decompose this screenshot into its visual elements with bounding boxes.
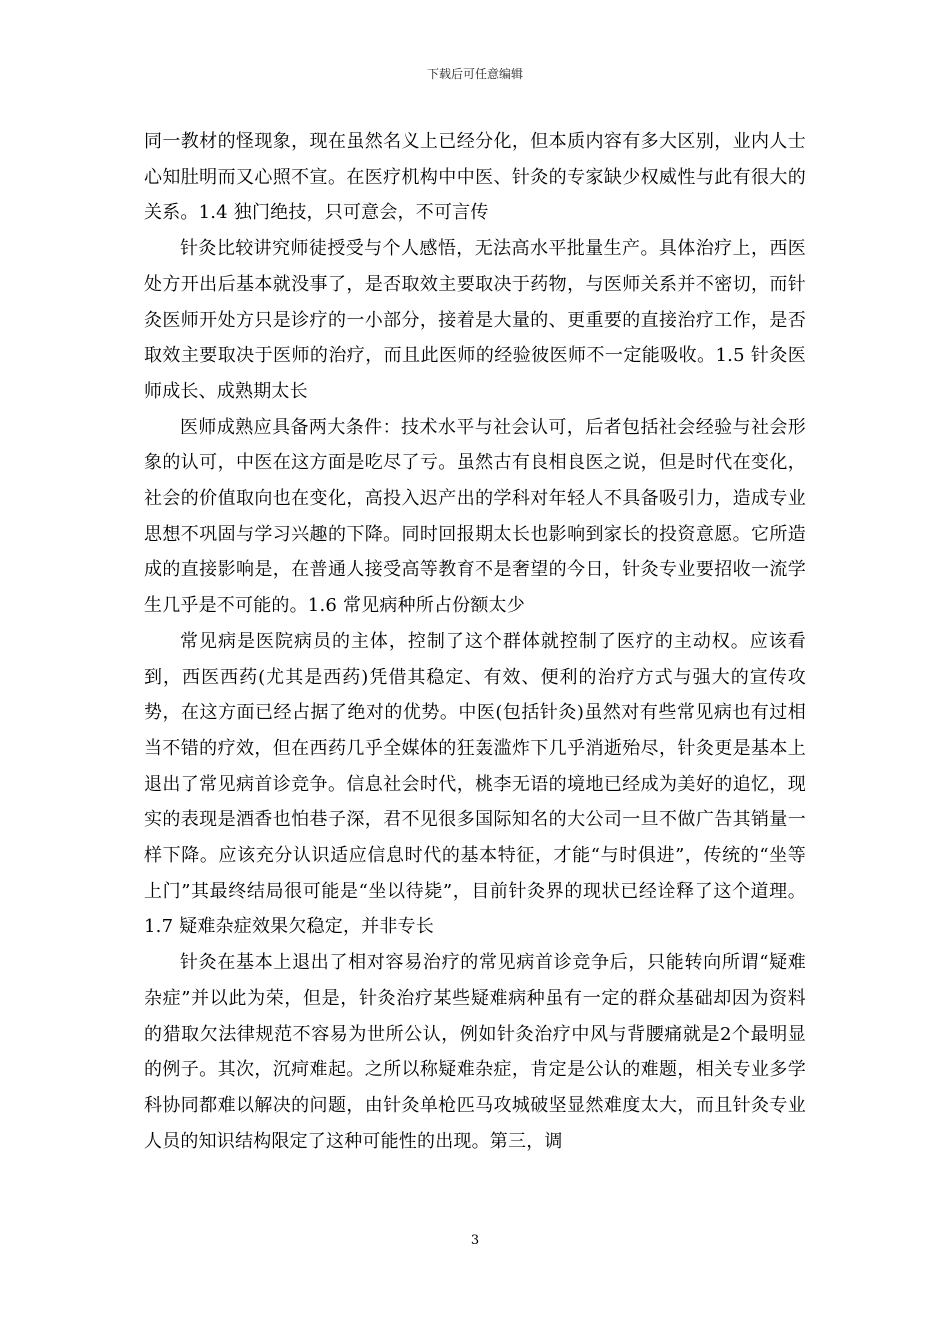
paragraph-apprenticeship: 针灸比较讲究师徒授受与个人感悟，无法高水平批量生产。具体治疗上，西医处方开出后基本就没事了，是否取效主要取决于药物，与医师关系并不密切，而针灸医师开处方只是诊疗的一小部分，接着是大量的、更重要的直接治疗工作，是否取效主要取决于医师的治疗，而且此医师的经验彼医师不一定能吸收。1.5 针灸医师成长、成熟期太长 xyxy=(144,238,806,402)
paragraph-common-diseases: 常见病是医院病员的主体，控制了这个群体就控制了医疗的主动权。应该看到，西医西药(尤其是西药)凭借其稳定、有效、便利的治疗方式与强大的宣传攻势，在这方面已经占据了绝对的优势。中医(包括针灸)虽然对有些常见病也有过相当不错的疗效，但在西药几乎全媒体的狂轰滥炸下几乎消逝殆尽，针灸更是基本上退出了常见病首诊竞争。信息社会时代，桃李无语的境地已经成为美好的追忆，现实的表现是酒香也怕巷子深，君不见很多国际知名的大公司一旦不做广告其销量一样下降。应该充分认识适应信息时代的基本特征，才能“与时俱进”，传统的“坐等上门”其最终结局很可能是“坐以待毙”，目前针灸界的现状已经诠释了这个道理。1.7 疑难杂症效果欠稳定，并非专长 xyxy=(144,630,806,938)
page-number: 3 xyxy=(470,1233,480,1248)
page-header: 下载后可任意编辑 xyxy=(426,67,523,81)
paragraph-difficult-diseases: 针灸在基本上退出了相对容易治疗的常见病首诊竞争后，只能转向所谓“疑难杂症”并以此为荣，但是，针灸治疗某些疑难病种虽有一定的群众基础却因为资料的猎取欠法律规范不容易为世所公认，例如针灸治疗中风与背腰痛就是2个最明显的例子。其次，沉疴难起。之所以称疑难杂症，肯定是公认的难题，相关专业多学科协同都难以解决的问题，由针灸单枪匹马攻城破坚显然难度太大，而且针灸专业人员的知识结构限定了这种可能性的出现。第三，调 xyxy=(144,952,806,1152)
document-body xyxy=(144,124,806,1159)
paragraph-continuation: 同一教材的怪现象，现在虽然名义上已经分化，但本质内容有多大区别，业内人士心知肚明而又心照不宣。在医疗机构中中医、针灸的专家缺少权威性与此有很大的关系。1.4 独门绝技，只可意会，不可言传 xyxy=(144,131,806,224)
paragraph-physician-maturity: 医师成熟应具备两大条件：技术水平与社会认可，后者包括社会经验与社会形象的认可，中医在这方面是吃尽了亏。虽然古有良相良医之说，但是时代在变化，社会的价值取向也在变化，高投入迟产出的学科对年轻人不具备吸引力，造成专业思想不巩固与学习兴趣的下降。同时回报期太长也影响到家长的投资意愿。它所造成的直接影响是，在普通人接受高等教育不是奢望的今日，针灸专业要招收一流学生几乎是不可能的。1.6 常见病种所占份额太少 xyxy=(144,416,806,617)
